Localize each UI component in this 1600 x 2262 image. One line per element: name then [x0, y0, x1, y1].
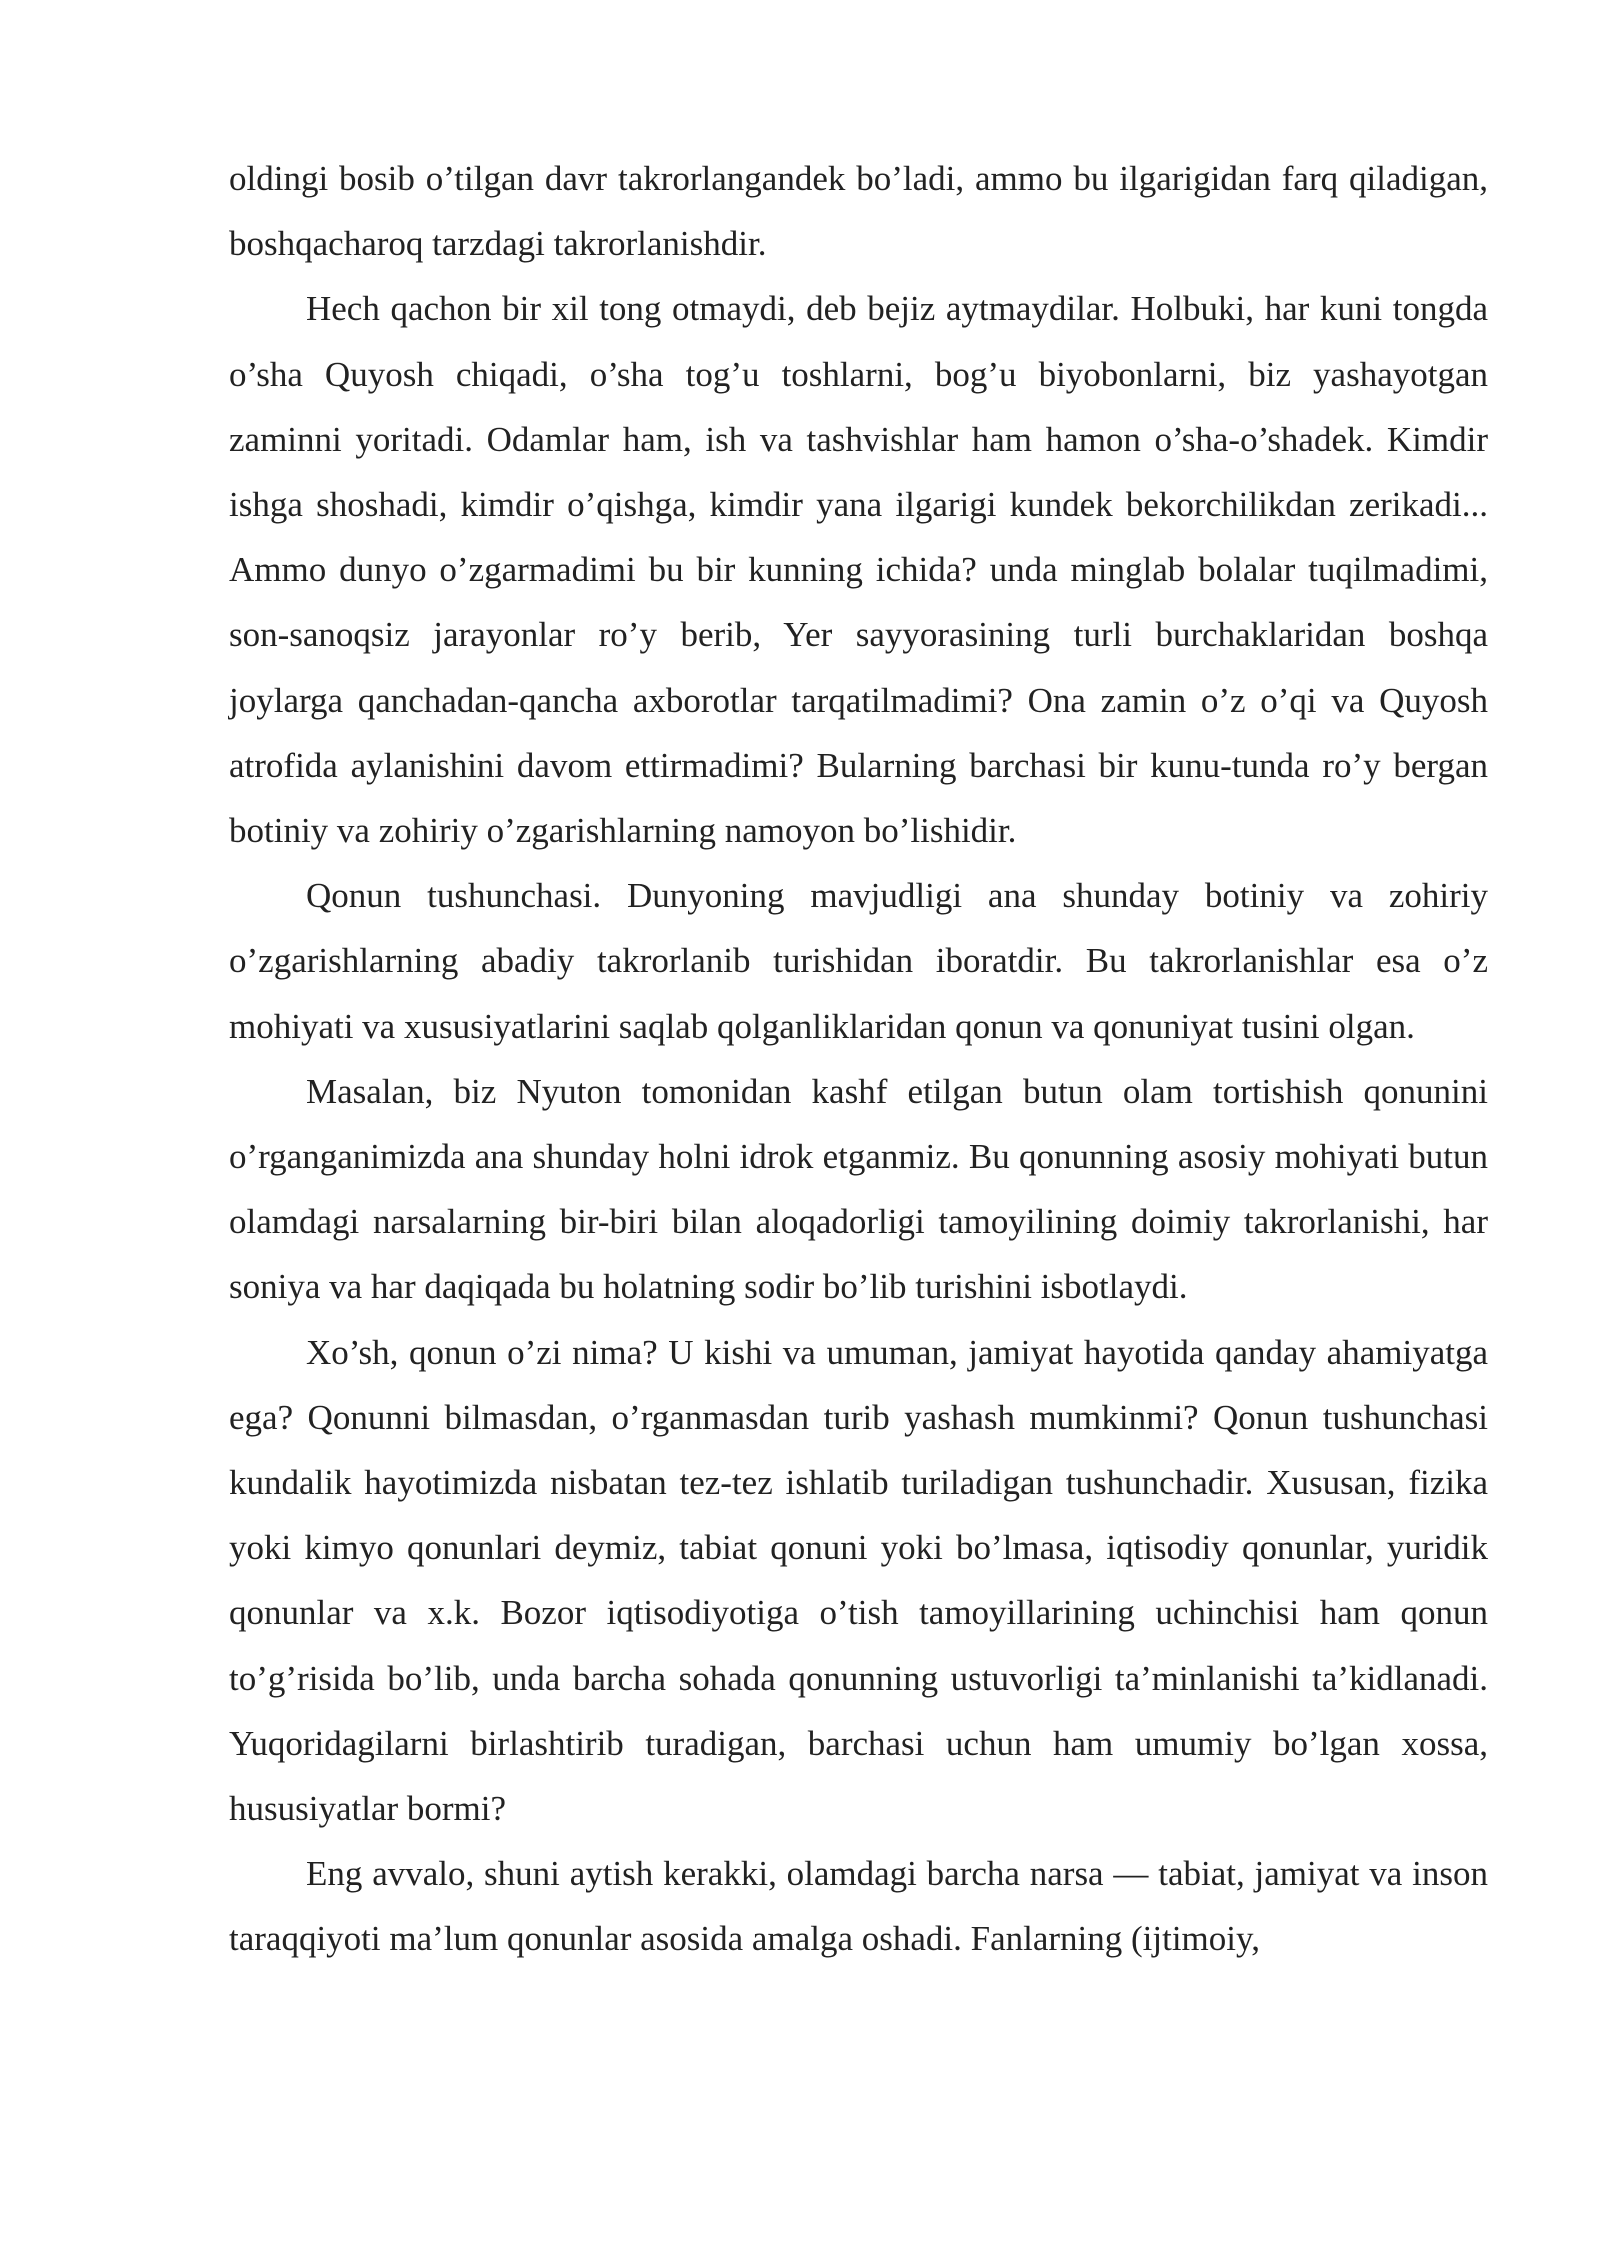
paragraph-3: Qonun tushunchasi. Dunyoning mavjudligi ana shunday botiniy va zohiriy o’zgarishlarning abadiy takrorlanib turishidan iboratdir. Bu takrorlanishlar esa o’z mohiyati va xususiyatlarini saqlab qolganliklaridan qonun va qonuniyat tusini olgan. [229, 876, 1488, 1046]
paragraph-4: Masalan, biz Nyuton tomonidan kashf etilgan butun olam tortishish qonunini o’rganganimizda ana shunday holni idrok etganmiz. Bu qonunning asosiy mohiyati butun olamdagi narsalarning bir-biri bilan aloqadorligi tamoyilining doimiy takrorlanishi, har soniya va har daqiqada bu holatning sodir bo’lib turishini isbotlaydi. [229, 1071, 1488, 1307]
body-text [229, 146, 1488, 1972]
paragraph-6: Eng avvalo, shuni aytish kerakki, olamdagi barcha narsa — tabiat, jamiyat va inson taraqqiyoti ma’lum qonunlar asosida amalga oshadi. Fanlarning (ijtimoiy, [229, 1854, 1488, 1959]
paragraph-2: Hech qachon bir xil tong otmaydi, deb bejiz aytmaydilar. Holbuki, har kuni tongda o’sha Quyosh chiqadi, o’sha tog’u toshlarni, bog’u biyobonlarni, biz yashayotgan zaminni yoritadi. Odamlar ham, ish va tashvishlar ham hamon o’sha-o’shadek. Kimdir ishga shoshadi, kimdir o’qishga, kimdir yana ilgarigi kundek bekorchilikdan zerikadi... Ammo dunyo o’zgarmadimi bu bir kunning ichida? unda minglab bolalar tuqilmadimi, son-sanoqsiz jarayonlar ro’y berib, Yer sayyorasining turli burchaklaridan boshqa joylarga qanchadan-qancha axborotlar tarqatilmadimi? Ona zamin o’z o’qi va Quyosh atrofida aylanishini davom ettirmadimi? Bularning barchasi bir kunu-tunda ro’y bergan botiniy va zohiriy o’zgarishlarning namoyon bo’lishidir. [229, 289, 1488, 851]
paragraph-1: oldingi bosib o’tilgan davr takrorlangandek bo’ladi, ammo bu ilgarigidan farq qiladigan, boshqacharoq tarzdagi takrorlanishdir. [229, 159, 1488, 264]
paragraph-5: Xo’sh, qonun o’zi nima? U kishi va umuman, jamiyat hayotida qanday ahamiyatga ega? Qonunni bilmasdan, o’rganmasdan turib yashash mumkinmi? Qonun tushunchasi kundalik hayotimizda nisbatan tez-tez ishlatib turiladigan tushunchadir. Xususan, fizika yoki kimyo qonunlari deymiz, tabiat qonuni yoki bo’lmasa, iqtisodiy qonunlar, yuridik qonunlar va x.k. Bozor iqtisodiyotiga o’tish tamoyillarining uchinchisi ham qonun to’g’risida bo’lib, unda barcha sohada qonunning ustuvorligi ta’minlanishi ta’kidlanadi. Yuqoridagilarni birlashtirib turadigan, barchasi uchun ham umumiy bo’lgan xossa, hususiyatlar bormi? [229, 1332, 1488, 1829]
